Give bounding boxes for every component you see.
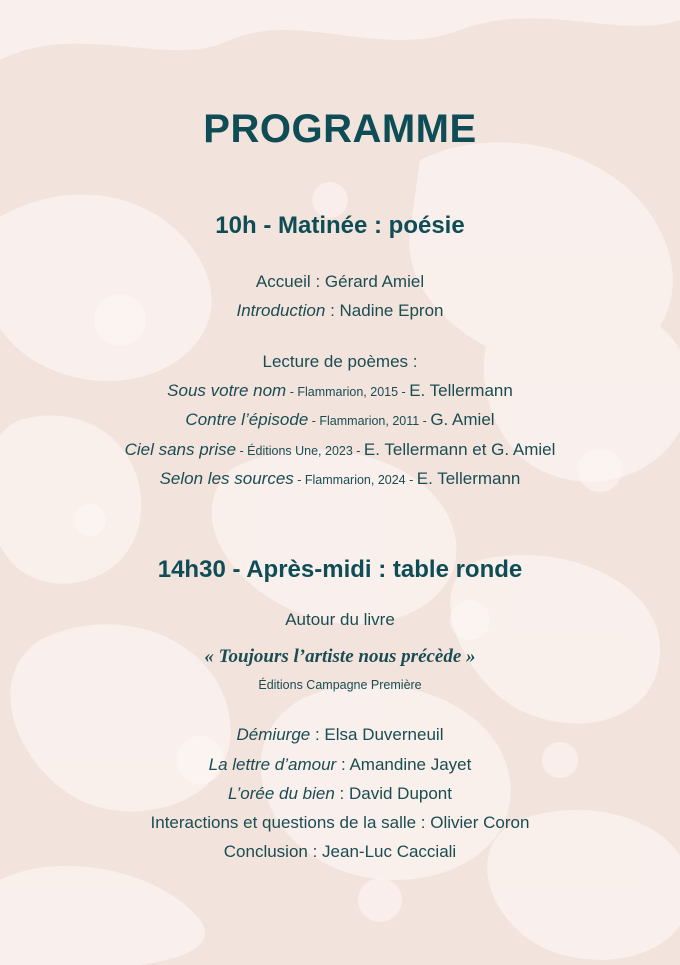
- talk-item: [0, 753, 680, 777]
- talk-speaker: David Dupont: [348, 784, 452, 803]
- conclusion-line: Conclusion : Jean-Luc Cacciali: [223, 842, 457, 861]
- around-book-label: Autour du livre: [285, 610, 395, 629]
- page-title: PROGRAMME: [203, 107, 477, 151]
- reading-author: E. Tellermann: [409, 381, 513, 400]
- talk-sep: :: [310, 725, 325, 744]
- talk-sep: :: [334, 784, 349, 803]
- talk-item: [0, 782, 680, 806]
- book-title: « Toujours l’artiste nous précède »: [204, 646, 476, 667]
- reading-author: G. Amiel: [430, 410, 495, 429]
- reading-item: [0, 467, 680, 492]
- reading-work: Contre l’épisode: [185, 410, 309, 429]
- reading-work: Selon les sources: [159, 469, 294, 488]
- talk-topic: La lettre d’amour: [208, 755, 337, 774]
- welcome-name: Gérard Amiel: [324, 272, 425, 291]
- reading-publisher: - Flammarion, 2011 -: [308, 414, 431, 428]
- reading-item: [0, 379, 680, 404]
- reading-publisher: - Éditions Une, 2023 -: [236, 444, 364, 458]
- questions-line: Interactions et questions de la salle : Olivier Coron: [150, 813, 530, 832]
- reading-work: Ciel sans prise: [124, 440, 237, 459]
- talk-sep: :: [336, 755, 350, 774]
- talk-speaker: Amandine Jayet: [349, 755, 472, 774]
- welcome-sep: :: [310, 272, 325, 291]
- welcome-line: [0, 270, 680, 294]
- morning-heading: 10h - Matinée : poésie: [215, 212, 465, 239]
- afternoon-heading: 14h30 - Après-midi : table ronde: [157, 556, 523, 583]
- readings-heading: Lecture de poèmes :: [262, 352, 418, 371]
- welcome-label: Accueil: [255, 272, 311, 291]
- reading-item: [0, 408, 680, 433]
- reading-publisher: - Flammarion, 2015 -: [286, 385, 410, 399]
- talk-speaker: Elsa Duverneuil: [324, 725, 444, 744]
- intro-line: [0, 299, 680, 323]
- reading-item: [0, 438, 680, 463]
- talk-topic: L’orée du bien: [227, 784, 335, 803]
- reading-author: E. Tellermann: [416, 469, 521, 488]
- reading-author: E. Tellermann et G. Amiel: [363, 440, 556, 459]
- talk-item: [0, 723, 680, 747]
- intro-label: Introduction: [236, 301, 326, 320]
- intro-sep: :: [325, 301, 340, 320]
- reading-work: Sous votre nom: [167, 381, 287, 400]
- talk-topic: Démiurge: [236, 725, 311, 744]
- intro-name: Nadine Epron: [339, 301, 444, 320]
- reading-publisher: - Flammarion, 2024 -: [293, 473, 417, 487]
- book-publisher: Éditions Campagne Première: [258, 678, 422, 692]
